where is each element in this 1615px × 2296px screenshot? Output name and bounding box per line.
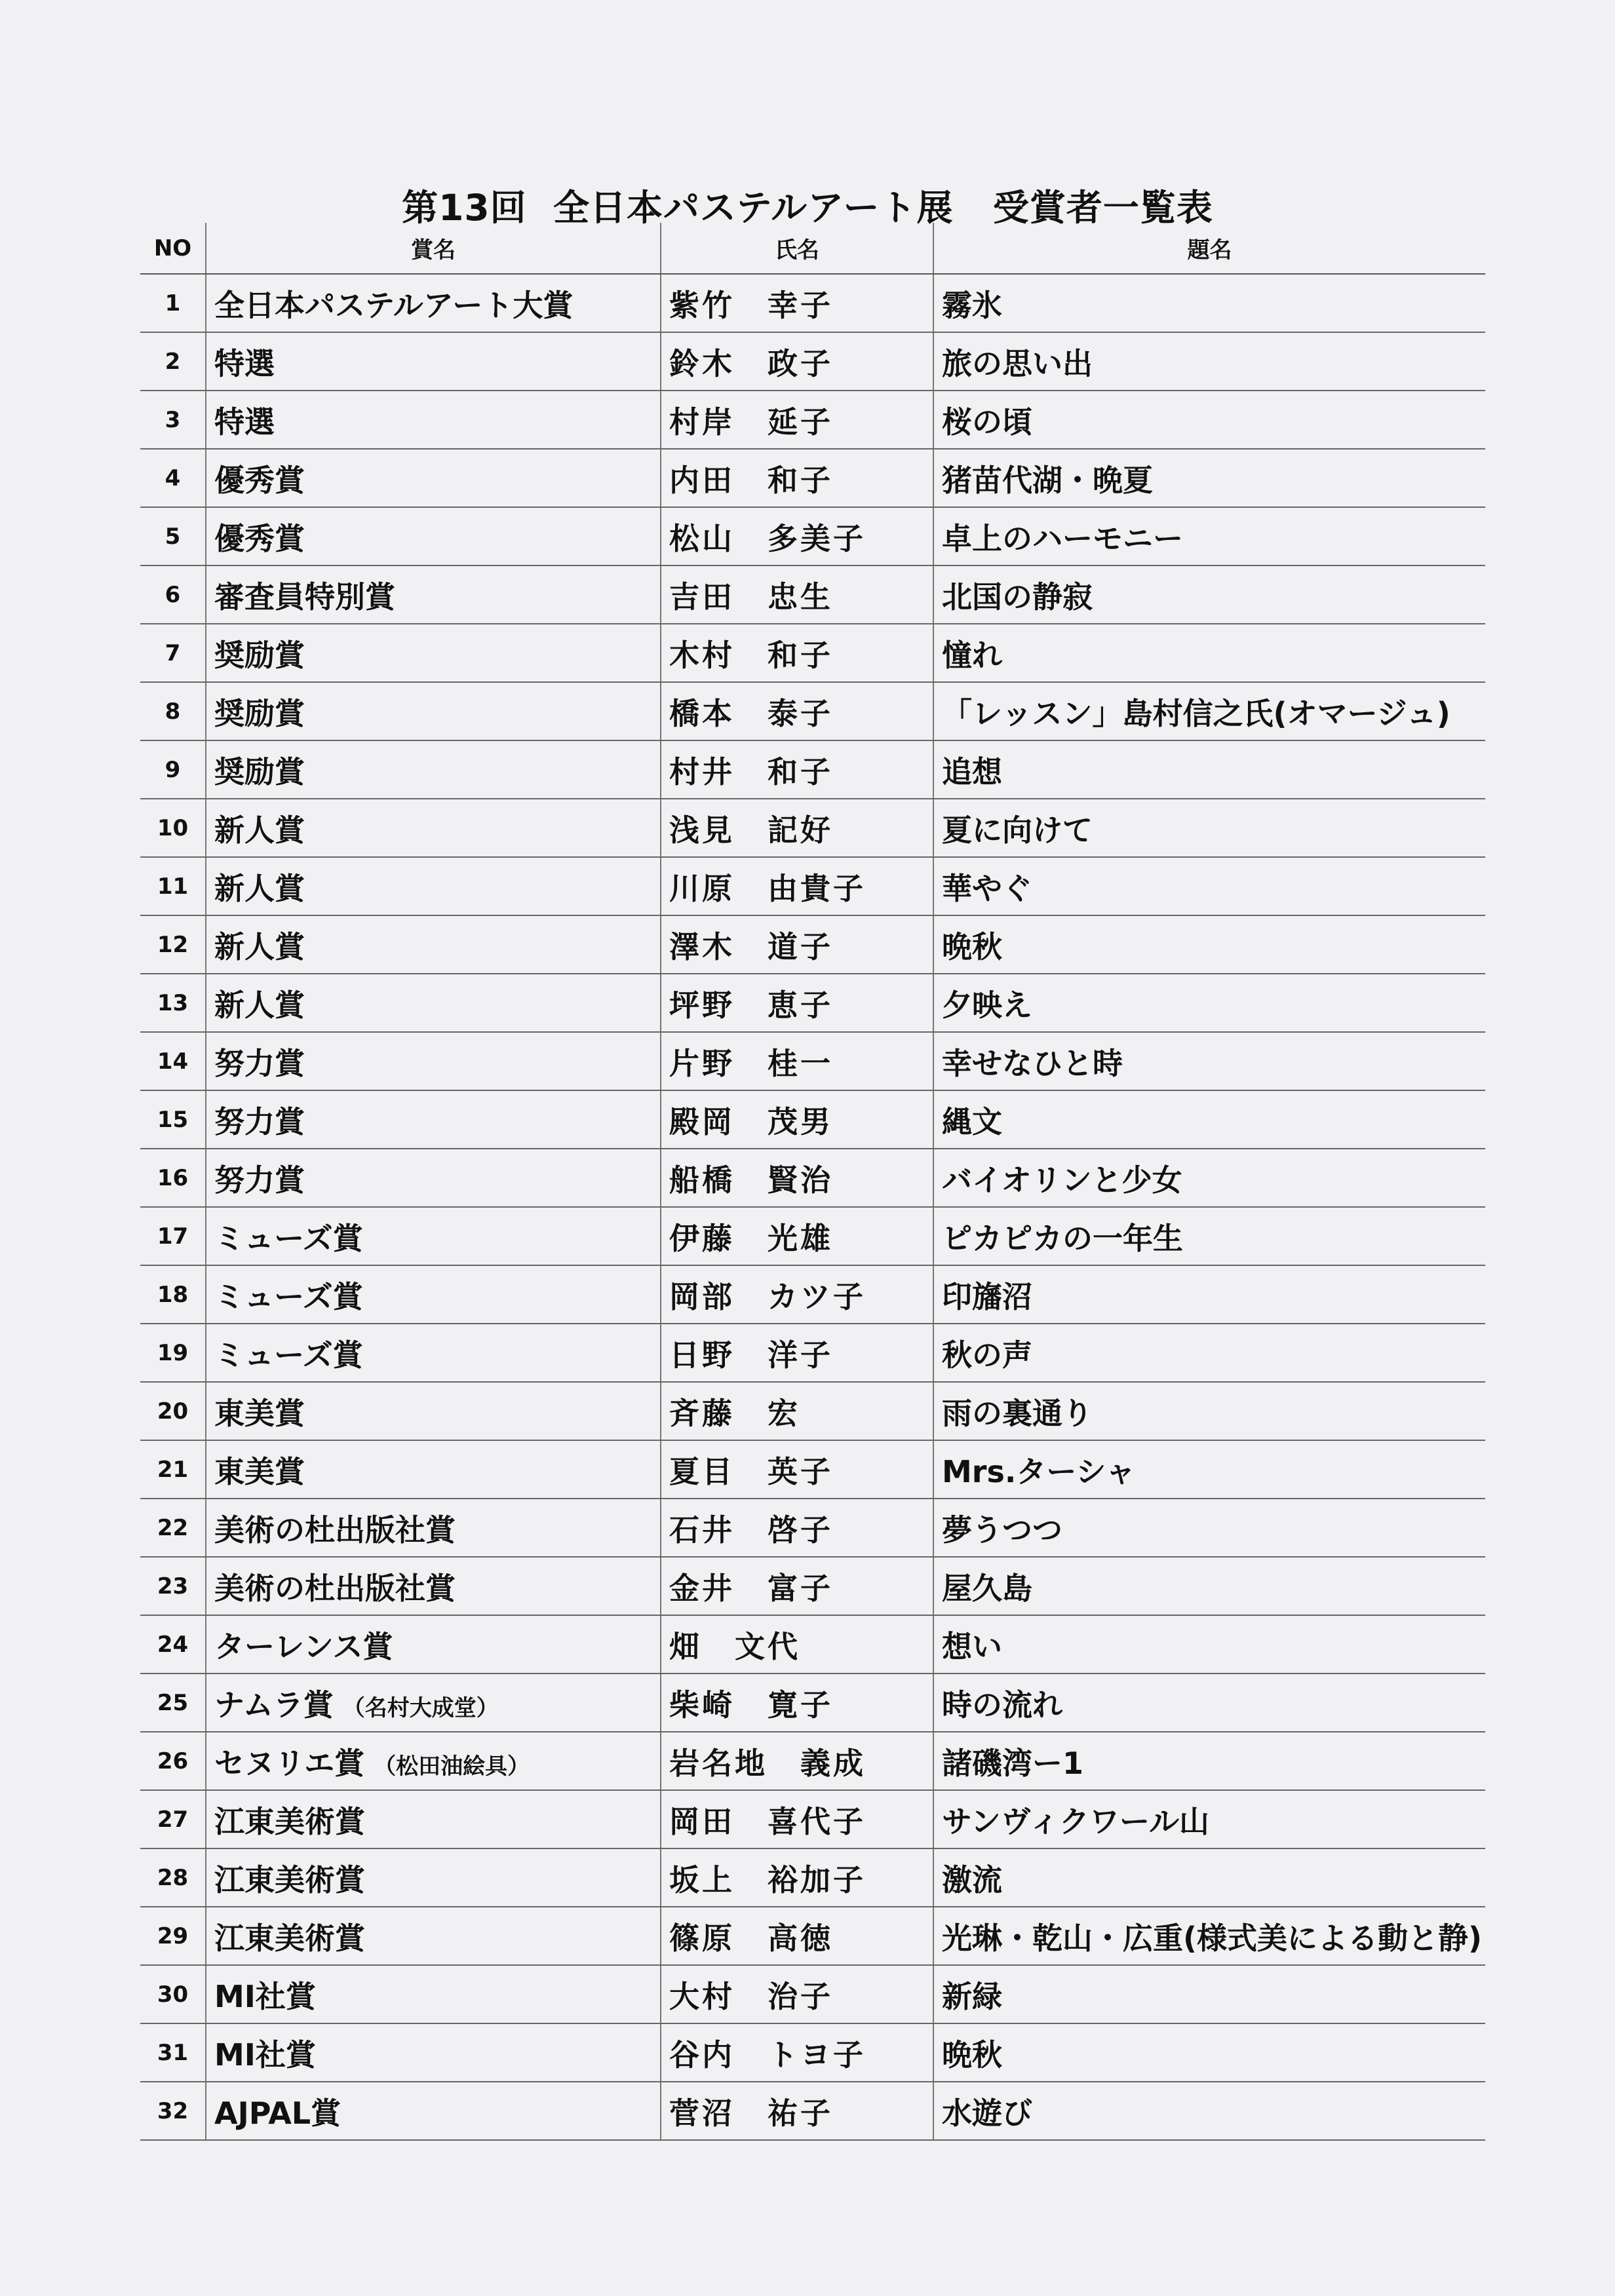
- award-name: 新人賞: [214, 928, 305, 965]
- award-name: 奨励賞: [214, 637, 305, 673]
- award-name: 新人賞: [214, 987, 305, 1023]
- award-name: 美術の杜出版社賞: [214, 1570, 456, 1606]
- work-title: 猪苗代湖・晩夏: [933, 449, 1485, 507]
- table-row: [140, 1499, 1485, 1557]
- work-title: 北国の静寂: [933, 565, 1485, 624]
- award-cell: [206, 1149, 661, 1207]
- award-cell: [206, 624, 661, 682]
- work-title: 憧れ: [933, 624, 1485, 682]
- table-row: [140, 391, 1485, 449]
- winner-name: 村岸 延子: [661, 391, 933, 449]
- award-name: AJPAL賞: [214, 2095, 341, 2131]
- award-name: 奨励賞: [214, 695, 305, 731]
- table-row: [140, 449, 1485, 507]
- award-name: ターレンス賞: [214, 1628, 393, 1664]
- table-row: [140, 1265, 1485, 1324]
- award-cell: [206, 449, 661, 507]
- award-name: 優秀賞: [214, 462, 305, 498]
- award-cell: [206, 974, 661, 1032]
- winner-name: 松山 多美子: [661, 507, 933, 565]
- work-title: 激流: [933, 1848, 1485, 1907]
- award-name: MI社賞: [214, 2037, 316, 2073]
- header-row: [140, 223, 1485, 274]
- work-title: 追想: [933, 740, 1485, 799]
- header-work: 題名: [933, 223, 1485, 274]
- award-cell: [206, 1207, 661, 1265]
- table-row: [140, 740, 1485, 799]
- work-title: 華やぐ: [933, 857, 1485, 915]
- table-row: [140, 2082, 1485, 2140]
- winner-name: 村井 和子: [661, 740, 933, 799]
- row-number: 17: [140, 1207, 206, 1265]
- award-cell: [206, 1032, 661, 1090]
- award-cell: [206, 274, 661, 332]
- award-cell: [206, 1790, 661, 1848]
- row-number: 12: [140, 915, 206, 974]
- award-cell: [206, 1090, 661, 1149]
- winner-name: 吉田 忠生: [661, 565, 933, 624]
- row-number: 28: [140, 1848, 206, 1907]
- row-number: 32: [140, 2082, 206, 2140]
- winner-name: 斉藤 宏: [661, 1382, 933, 1440]
- table-row: [140, 857, 1485, 915]
- table-row: [140, 1149, 1485, 1207]
- award-name: セヌリエ賞: [214, 1745, 365, 1781]
- row-number: 3: [140, 391, 206, 449]
- award-winners-table: [140, 223, 1485, 2141]
- winner-name: 大村 治子: [661, 1965, 933, 2023]
- award-name: ミューズ賞: [214, 1220, 363, 1256]
- work-title: 「レッスン」島村信之氏(オマージュ): [933, 682, 1485, 740]
- winner-name: 片野 桂一: [661, 1032, 933, 1090]
- row-number: 13: [140, 974, 206, 1032]
- award-name: 新人賞: [214, 870, 305, 906]
- award-name: 奨励賞: [214, 754, 305, 790]
- award-cell: [206, 682, 661, 740]
- award-cell: [206, 1265, 661, 1324]
- table-row: [140, 1615, 1485, 1674]
- table-row: [140, 274, 1485, 332]
- winner-name: 浅見 記好: [661, 799, 933, 857]
- winner-name: 船橋 賢治: [661, 1149, 933, 1207]
- winner-name: 柴崎 寛子: [661, 1674, 933, 1732]
- row-number: 19: [140, 1324, 206, 1382]
- work-title: 印旛沼: [933, 1265, 1485, 1324]
- row-number: 6: [140, 565, 206, 624]
- work-title: バイオリンと少女: [933, 1149, 1485, 1207]
- row-number: 2: [140, 332, 206, 391]
- table-row: [140, 1848, 1485, 1907]
- table-row: [140, 1324, 1485, 1382]
- award-name: 努力賞: [214, 1162, 305, 1198]
- table-body: [140, 274, 1485, 2140]
- table-row: [140, 2023, 1485, 2082]
- work-title: 旅の思い出: [933, 332, 1485, 391]
- work-title: 想い: [933, 1615, 1485, 1674]
- award-name: 優秀賞: [214, 520, 305, 556]
- row-number: 16: [140, 1149, 206, 1207]
- work-title: 諸磯湾ー1: [933, 1732, 1485, 1790]
- row-number: 7: [140, 624, 206, 682]
- table-row: [140, 1732, 1485, 1790]
- row-number: 14: [140, 1032, 206, 1090]
- winner-name: 内田 和子: [661, 449, 933, 507]
- work-title: 夢うつつ: [933, 1499, 1485, 1557]
- award-name: ナムラ賞: [214, 1687, 334, 1723]
- winner-name: 澤木 道子: [661, 915, 933, 974]
- award-name: 努力賞: [214, 1045, 305, 1081]
- table-row: [140, 1382, 1485, 1440]
- winner-name: 殿岡 茂男: [661, 1090, 933, 1149]
- table-row: [140, 1440, 1485, 1499]
- row-number: 21: [140, 1440, 206, 1499]
- winner-name: 坪野 恵子: [661, 974, 933, 1032]
- award-cell: [206, 1674, 661, 1732]
- winner-name: 岡田 喜代子: [661, 1790, 933, 1848]
- award-cell: [206, 1440, 661, 1499]
- award-cell: [206, 1848, 661, 1907]
- award-cell: [206, 1382, 661, 1440]
- winner-name: 菅沼 祐子: [661, 2082, 933, 2140]
- winner-name: 篠原 高徳: [661, 1907, 933, 1965]
- award-sponsor-note: （名村大成堂）: [342, 1694, 499, 1721]
- winner-name: 川原 由貴子: [661, 857, 933, 915]
- award-name: 東美賞: [214, 1395, 305, 1431]
- award-cell: [206, 1499, 661, 1557]
- work-title: サンヴィクワール山: [933, 1790, 1485, 1848]
- award-name: MI社賞: [214, 1978, 316, 2014]
- award-cell: [206, 1907, 661, 1965]
- work-title: 光琳・乾山・広重(様式美による動と静): [933, 1907, 1485, 1965]
- table-row: [140, 1907, 1485, 1965]
- award-cell: [206, 1324, 661, 1382]
- row-number: 23: [140, 1557, 206, 1615]
- table-row: [140, 1674, 1485, 1732]
- table-row: [140, 1557, 1485, 1615]
- work-title: 屋久島: [933, 1557, 1485, 1615]
- table-row: [140, 565, 1485, 624]
- award-cell: [206, 332, 661, 391]
- winner-name: 石井 啓子: [661, 1499, 933, 1557]
- award-name: ミューズ賞: [214, 1337, 363, 1373]
- row-number: 26: [140, 1732, 206, 1790]
- row-number: 18: [140, 1265, 206, 1324]
- row-number: 15: [140, 1090, 206, 1149]
- award-name: 江東美術賞: [214, 1862, 365, 1898]
- award-cell: [206, 391, 661, 449]
- award-name: 全日本パステルアート大賞: [214, 287, 574, 323]
- winner-name: 木村 和子: [661, 624, 933, 682]
- award-name: 東美賞: [214, 1453, 305, 1489]
- table-row: [140, 1032, 1485, 1090]
- work-title: 時の流れ: [933, 1674, 1485, 1732]
- winner-name: 岡部 カツ子: [661, 1265, 933, 1324]
- winner-name: 坂上 裕加子: [661, 1848, 933, 1907]
- header-award: 賞名: [206, 223, 661, 274]
- award-name: 特選: [214, 404, 275, 440]
- winner-name: 紫竹 幸子: [661, 274, 933, 332]
- award-name: 審査員特別賞: [214, 579, 395, 615]
- table-row: [140, 332, 1485, 391]
- table-row: [140, 1790, 1485, 1848]
- winner-name: 鈴木 政子: [661, 332, 933, 391]
- table-row: [140, 1090, 1485, 1149]
- row-number: 25: [140, 1674, 206, 1732]
- row-number: 10: [140, 799, 206, 857]
- work-title: 卓上のハーモニー: [933, 507, 1485, 565]
- work-title: 夕映え: [933, 974, 1485, 1032]
- row-number: 27: [140, 1790, 206, 1848]
- work-title: 晩秋: [933, 915, 1485, 974]
- winner-name: 夏目 英子: [661, 1440, 933, 1499]
- row-number: 20: [140, 1382, 206, 1440]
- work-title: 夏に向けて: [933, 799, 1485, 857]
- table-row: [140, 799, 1485, 857]
- table-row: [140, 682, 1485, 740]
- row-number: 29: [140, 1907, 206, 1965]
- award-cell: [206, 1732, 661, 1790]
- row-number: 24: [140, 1615, 206, 1674]
- header-name: 氏名: [661, 223, 933, 274]
- award-cell: [206, 857, 661, 915]
- work-title: 幸せなひと時: [933, 1032, 1485, 1090]
- award-name: ミューズ賞: [214, 1278, 363, 1314]
- table-header: [140, 223, 1485, 274]
- table-row: [140, 507, 1485, 565]
- winner-name: 畑 文代: [661, 1615, 933, 1674]
- award-sponsor-note: （松田油絵具）: [374, 1753, 530, 1780]
- work-title: 雨の裏通り: [933, 1382, 1485, 1440]
- award-name: 江東美術賞: [214, 1803, 365, 1839]
- winner-name: 谷内 トヨ子: [661, 2023, 933, 2082]
- table-row: [140, 1965, 1485, 2023]
- row-number: 5: [140, 507, 206, 565]
- winner-name: 橋本 泰子: [661, 682, 933, 740]
- row-number: 22: [140, 1499, 206, 1557]
- work-title: 晩秋: [933, 2023, 1485, 2082]
- work-title: 水遊び: [933, 2082, 1485, 2140]
- table-row: [140, 1207, 1485, 1265]
- page-title: 第13回 全日本パステルアート展 受賞者一覧表: [402, 186, 1213, 229]
- award-cell: [206, 2082, 661, 2140]
- award-name: 特選: [214, 345, 275, 381]
- work-title: ピカピカの一年生: [933, 1207, 1485, 1265]
- table-row: [140, 915, 1485, 974]
- winner-name: 伊藤 光雄: [661, 1207, 933, 1265]
- award-cell: [206, 740, 661, 799]
- work-title: 霧氷: [933, 274, 1485, 332]
- table-row: [140, 624, 1485, 682]
- award-cell: [206, 1615, 661, 1674]
- header-no: NO: [140, 223, 206, 274]
- award-name: 江東美術賞: [214, 1920, 365, 1956]
- row-number: 9: [140, 740, 206, 799]
- row-number: 8: [140, 682, 206, 740]
- winner-name: 金井 富子: [661, 1557, 933, 1615]
- award-name: 努力賞: [214, 1103, 305, 1139]
- row-number: 30: [140, 1965, 206, 2023]
- row-number: 11: [140, 857, 206, 915]
- award-cell: [206, 915, 661, 974]
- table-row: [140, 974, 1485, 1032]
- work-title: 桜の頃: [933, 391, 1485, 449]
- row-number: 31: [140, 2023, 206, 2082]
- award-name: 新人賞: [214, 812, 305, 848]
- award-cell: [206, 1965, 661, 2023]
- work-title: 縄文: [933, 1090, 1485, 1149]
- winner-name: 岩名地 義成: [661, 1732, 933, 1790]
- row-number: 4: [140, 449, 206, 507]
- award-cell: [206, 565, 661, 624]
- award-cell: [206, 507, 661, 565]
- work-title: 新緑: [933, 1965, 1485, 2023]
- work-title: Mrs.ターシャ: [933, 1440, 1485, 1499]
- award-cell: [206, 1557, 661, 1615]
- work-title: 秋の声: [933, 1324, 1485, 1382]
- award-cell: [206, 2023, 661, 2082]
- award-name: 美術の杜出版社賞: [214, 1512, 456, 1548]
- row-number: 1: [140, 274, 206, 332]
- winner-name: 日野 洋子: [661, 1324, 933, 1382]
- award-cell: [206, 799, 661, 857]
